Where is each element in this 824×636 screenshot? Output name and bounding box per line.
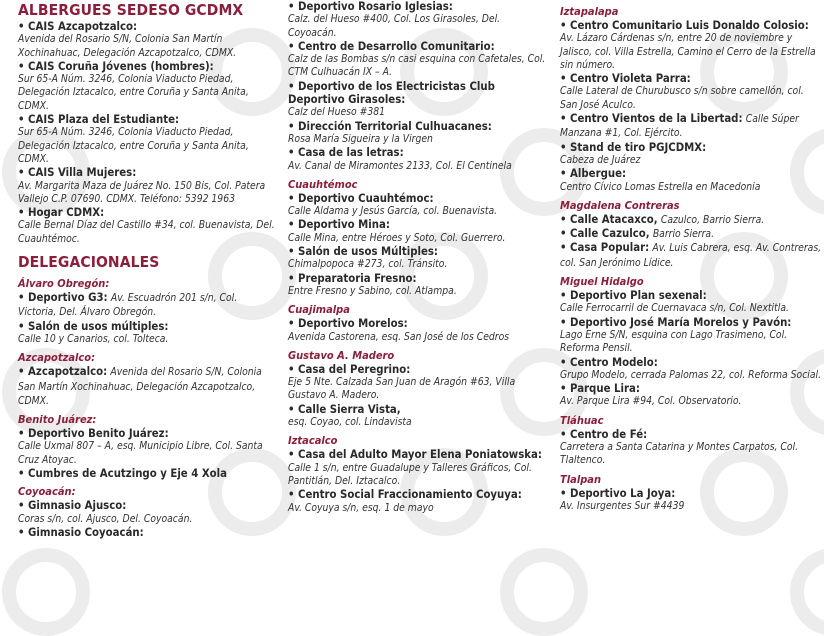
bullet-icon: • [288,271,299,285]
shelter-name: Deportivo Mina: [298,218,390,232]
shelter-name: Deportivo Rosario Iglesias: [298,0,453,13]
shelter-name: Casa Popular: [570,241,650,255]
bullet-icon: • [560,72,571,86]
shelter-name: Cumbres de Acutzingo y Eje 4 Xola [28,467,228,481]
bullet-icon: • [560,289,571,303]
shelter-entry [560,112,822,141]
shelter-address: Eje 5 Nte. Calzada San Juan de Aragón #63, Villa Gustavo A. Madero. [288,376,516,402]
shelter-address: Av. Escuadrón 201 s/n, Col. Victoria, Del. Álvaro Obregón. [18,292,238,319]
shelter-entry [560,487,822,500]
shelter-name: Preparatoria Fresno: [298,271,417,285]
shelter-entry [18,499,276,512]
shelter-name: Azcapotzalco: [28,365,108,379]
bullet-icon: • [560,167,571,181]
district-heading: Tláhuac [560,413,604,427]
bullet-icon: • [18,20,29,33]
shelter-entry [560,141,822,154]
shelter-address: Calle Mina, entre Héroes y Soto, Col. Guerrero. [288,231,506,244]
shelter-address: Chimalpopoca #273, col. Tránsito. [288,258,448,271]
section-header: DELEGACIONALES [18,253,160,272]
shelter-address: Sur 65-A Núm. 3246, Colonia Viaducto Piedad, Delegación Iztacalco, entre Coruña y Santa Anita, CDMX. [18,126,249,165]
bullet-icon: • [560,427,571,441]
shelter-address: Carretera a Santa Catarina y Montes Carpatos, Col. Tlaltenco. [560,441,799,467]
shelter-address: Av. Parque Lira #94, Col. Observatorio. [560,395,742,408]
shelter-name: Casa del Peregrino: [298,362,411,376]
bullet-icon: • [18,206,29,220]
shelter-name: Gimnasio Ajusco: [28,499,127,513]
shelter-address: Calle Súper Manzana #1, Col. Ejército. [560,113,799,140]
bullet-icon: • [18,59,29,73]
shelter-address: Calle Ferrocarril de Cuernavaca s/n, Col. Nextitla. [560,302,789,315]
bullet-icon: • [288,218,299,232]
shelter-address: Calz. del Hueso #400, Col. Los Girasoles, Del. Coyoacán. [288,13,501,39]
district-heading: Benito Juárez: [18,413,97,427]
shelter-entry [18,526,276,539]
bullet-icon: • [288,402,299,416]
district-heading: Tlalpan [560,472,602,486]
bullet-icon: • [288,0,299,13]
shelter-name: Centro de Desarrollo Comunitario: [298,39,495,53]
shelter-entry [560,19,822,32]
shelter-name: CAIS Plaza del Estudiante: [28,113,180,127]
shelter-address: Calle Lateral de Churubusco s/n sobre camellón, col. San José Aculco. [560,85,804,111]
shelter-entry [288,0,550,13]
shelter-address: Coras s/n, col. Ajusco, Del. Coyoacán. [18,512,193,525]
shelter-address: Calle Uxmal 807 – A, esq. Municipio Libre, Col. Santa Cruz Atoyac. [18,440,263,466]
shelter-entry [560,167,822,180]
bullet-icon: • [560,19,571,32]
shelter-name: Casa de las letras: [298,146,404,160]
district-heading: Iztacalco [288,434,338,448]
column-right [560,0,822,513]
bullet-icon: • [288,448,299,462]
shelter-address: Cazulco, Barrio Sierra. [660,213,765,226]
shelter-address: Centro Cívico Lomas Estrella en Macedonia [560,180,761,193]
shelter-entry [18,113,276,126]
shelter-entry [288,317,550,330]
shelter-entry [18,427,276,440]
shelter-name: Deportivo Plan sexenal: [570,289,707,303]
bullet-icon: • [560,140,571,154]
shelter-entry [560,316,822,329]
shelter-entry [560,213,822,227]
shelter-name: Deportivo Cuauhtémoc: [298,191,434,205]
shelter-name: Dirección Territorial Culhuacanes: [298,119,492,133]
shelter-name: Albergue: [570,167,627,181]
shelter-name: CAIS Villa Mujeres: [28,166,137,180]
shelter-entry [560,72,822,85]
shelter-name: Calle Cazulco, [570,227,650,241]
shelter-entry [560,356,822,369]
shelter-name: CAIS Azcapotzalco: [28,20,138,33]
shelter-name: Stand de tiro PGJCDMX: [570,140,707,154]
shelter-entry [288,403,550,416]
section-header: ALBERGUES SEDESO GCDMX [18,1,244,19]
shelter-address: Avenida del Rosario S/N, Colonia San Martín Xochinahuac, Delegación Azcapotzalco, CDMX. [18,33,237,59]
bullet-icon: • [288,488,299,502]
bullet-icon: • [18,427,29,441]
shelter-name: Centro Vientos de la Libertad: [570,112,743,126]
shelter-name: Salón de usos Múltiples: [298,245,438,259]
column-middle [288,0,550,515]
shelter-address: Calle 10 y Canarios, col. Tolteca. [18,332,169,345]
bullet-icon: • [560,241,571,255]
shelter-entry [18,20,276,33]
shelter-entry [18,60,276,73]
bullet-icon: • [18,525,29,539]
shelter-name: Deportivo La Joya: [570,486,676,500]
shelter-name: Centro Comunitario Luis Donaldo Colosio: [570,19,809,32]
shelter-name: Salón de usos múltiples: [28,319,169,333]
shelter-entry [288,488,550,501]
bullet-icon: • [18,467,29,481]
shelter-name: Centro Modelo: [570,355,658,369]
bullet-icon: • [560,486,571,500]
shelter-name: Gimnasio Coyoacán: [28,525,144,539]
shelter-entry [560,227,822,241]
shelter-address: Barrio Sierra. [652,228,715,241]
shelter-entry [288,120,550,133]
shelter-entry [560,289,822,302]
shelter-address: Calz de las Bombas s/n casi esquina con Cafetales, Col. CTM Culhuacán IX – A. [288,53,546,79]
shelter-name: Calle Sierra Vista, [298,402,401,416]
district-heading: Coyoacán: [18,485,76,499]
bullet-icon: • [18,291,29,305]
shelter-address: Calz del Hueso #381 [288,106,386,119]
district-heading: Álvaro Obregón: [18,277,110,291]
bullet-icon: • [560,112,571,126]
shelter-name: Casa del Adulto Mayor Elena Poniatowska: [298,448,542,462]
shelter-address: Entre Fresno y Sabino, col. Atlampa. [288,284,457,297]
bullet-icon: • [18,319,29,333]
shelter-entry [288,448,550,461]
shelter-name: CAIS Coruña Jóvenes (hombres): [28,59,214,73]
shelter-name: Deportivo José María Morelos y Pavón: [570,315,792,329]
shelter-address: Avenida Castorena, esq. San José de los Cedros [288,330,510,343]
shelter-name: Calle Atacaxco, [570,212,658,226]
shelter-entry [288,363,550,376]
shelter-address: Calle Bernal Díaz del Castillo #34, col. Buenavista, Del. Cuauhtémoc. [18,219,275,245]
shelter-entry [288,146,550,159]
shelter-name: Centro Violeta Parra: [570,72,691,86]
bullet-icon: • [288,79,299,93]
bullet-icon: • [288,245,299,259]
bullet-icon: • [18,499,29,513]
bullet-icon: • [288,119,299,133]
bullet-icon: • [18,365,29,379]
bullet-icon: • [18,166,29,180]
shelter-entry [288,80,550,107]
shelter-name: Deportivo Benito Juárez: [28,427,169,441]
shelter-entry [18,320,276,333]
shelter-address: Av. Lázaro Cárdenas s/n, entre 20 de noviembre y Jalisco, col. Villa Estrella, Camino el Cerro de la Estrella sin número. [560,32,816,71]
district-heading: Azcapotzalco: [18,351,96,365]
bullet-icon: • [288,191,299,205]
shelter-entry [560,428,822,441]
shelter-address: Grupo Modelo, cerrada Palomas 22, col. Reforma Social. [560,368,822,381]
shelter-entry [18,166,276,179]
bullet-icon: • [288,317,299,331]
district-heading: Cuauhtémoc [288,177,358,191]
shelter-entry [18,291,276,320]
shelter-entry [288,192,550,205]
shelter-address: Calle Aldama y Jesús García, col. Buenavista. [288,205,498,218]
district-heading: Magdalena Contreras [560,198,680,212]
shelter-entry [560,382,822,395]
shelter-entry [560,241,822,270]
district-heading: Cuajimalpa [288,303,350,317]
bullet-icon: • [288,39,299,53]
shelter-address: Lago Erne S/N, esquina con Lago Trasimeno, Col. Reforma Pensil. [560,328,788,355]
shelter-name: Centro de Fé: [570,427,648,441]
shelter-entry [18,467,276,480]
column-left [18,0,276,539]
bullet-icon: • [560,212,571,226]
shelter-name: Deportivo G3: [28,291,108,305]
shelter-address: Av. Margarita Maza de Juárez No. 150 Bis, Col. Patera Vallejo C.P. 07690. CDMX. Teléfono: 5392 1963 [18,179,266,205]
bullet-icon: • [560,382,571,396]
district-heading: Miguel Hidalgo [560,275,644,289]
shelter-name: Deportivo de los Electricistas Club Deportivo Girasoles: [288,79,495,107]
shelter-address: Cabeza de Juárez [560,153,641,166]
shelter-entry [288,40,550,53]
shelter-address: Avenida del Rosario S/N, Colonia San Martín Xochinahuac, Delegación Azcapotzalco, CDMX. [18,366,262,407]
shelter-entry [288,272,550,285]
district-heading: Iztapalapa [560,5,619,18]
shelter-address: Av. Luis Cabrera, esq. Av. Contreras, col. San Jerónimo Lídice. [560,242,822,269]
shelter-name: Deportivo Morelos: [298,317,408,331]
bullet-icon: • [560,355,571,369]
shelter-entry [18,206,276,219]
shelter-entry [288,245,550,258]
shelter-address: Av. Coyuya s/n, esq. 1 de mayo [288,501,434,514]
district-heading: Gustavo A. Madero [288,348,395,362]
shelter-entry [18,365,276,408]
bullet-icon: • [560,315,571,329]
bullet-icon: • [18,113,29,127]
shelter-name: Centro Social Fraccionamiento Coyuya: [298,488,522,502]
bullet-icon: • [560,227,571,241]
bullet-icon: • [288,362,299,376]
shelter-name: Hogar CDMX: [28,206,105,220]
shelter-address: Calle 1 s/n, entre Guadalupe y Talleres Gráficos, Col. Pantitlán, Del. Iztacalco. [288,461,532,487]
shelter-address: Av. Insurgentes Sur #4439 [560,499,685,512]
shelter-address: Rosa María Sigueira y la Virgen [288,132,433,145]
shelter-address: Av. Canal de Miramontes 2133, Col. El Centinela [288,159,512,172]
shelter-entry [288,218,550,231]
shelter-address: esq. Coyao, col. Lindavista [288,416,412,429]
shelter-name: Parque Lira: [570,382,640,396]
bullet-icon: • [288,146,299,160]
shelter-address: Sur 65-A Núm. 3246, Colonia Viaducto Piedad, Delegación Iztacalco, entre Coruña y Santa Anita, CDMX. [18,73,249,112]
